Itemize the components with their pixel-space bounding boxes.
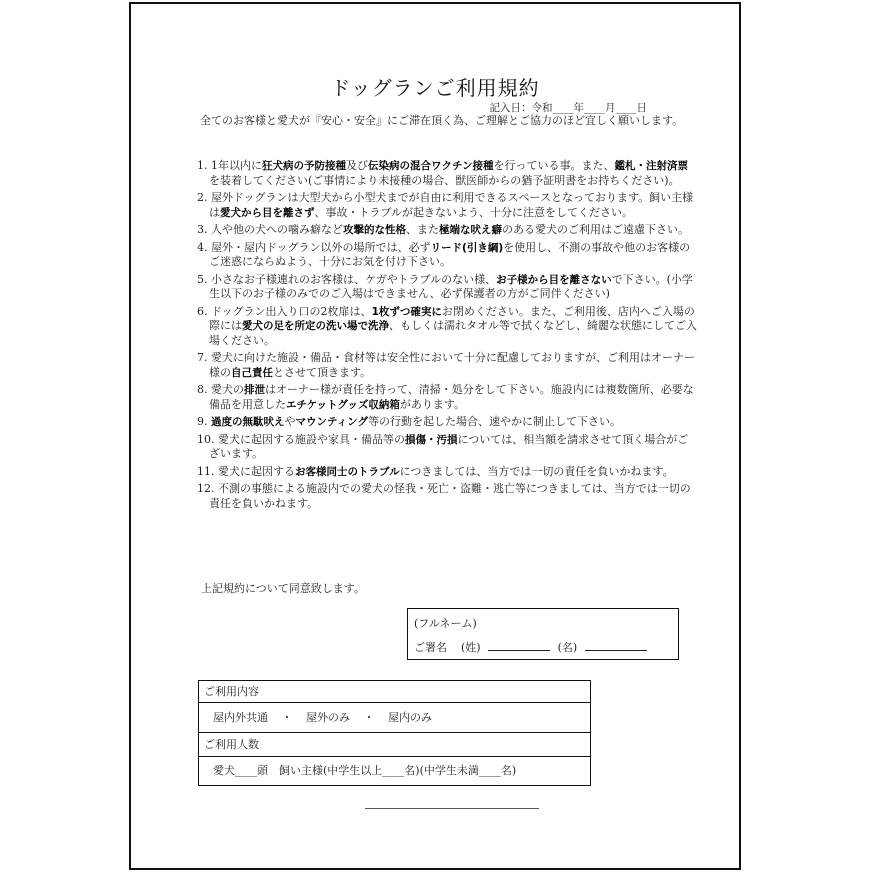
rule-text: 等の行動を起した場合、速やかに制止して下さい。 (367, 415, 621, 428)
rules-list (197, 159, 697, 514)
rule-item (197, 351, 697, 380)
rule-text: 4. 屋外・屋内ドッグラン以外の場所では、必ず (197, 240, 431, 254)
usage-content-header: ご利用内容 (199, 681, 590, 703)
rule-text: のある愛犬のご利用はご遠慮下さい。 (502, 223, 689, 236)
rule-text: 、また (406, 223, 439, 236)
sign-label: ご署名 (414, 641, 447, 654)
rule-text: 、事故・トラブルが起きないよう、十分に注意をしてください。 (314, 205, 634, 219)
usage-people-header: ご利用人数 (199, 733, 590, 757)
rule-emphasis: 過度の無駄吠え (211, 416, 285, 428)
rule-emphasis: 自己責任 (231, 366, 273, 379)
option-separator: ・ (281, 711, 293, 724)
rule-item (197, 273, 697, 302)
rule-text: 5. 小さなお子様連れのお客様は、ケガやトラブルのない様、 (197, 272, 497, 286)
rule-emphasis: 損傷・汚損 (405, 433, 458, 446)
rule-text: はオーナー様が責任を持って、清掃・処分をして下さい。施設内には複数箇所、必要な備品を用意した (209, 383, 694, 411)
rule-item (197, 415, 697, 430)
rule-emphasis: 鑑札・注射済票 (614, 160, 688, 172)
rule-item (197, 159, 697, 188)
rule-text: 10. 愛犬に起因する施設や家具・備品等の (197, 432, 405, 446)
rule-emphasis: 極端な吠え癖 (439, 224, 502, 236)
footer-rule (365, 808, 539, 809)
rule-emphasis: 1枚ずつ確実に (371, 305, 442, 318)
rule-text: 、もしくは濡れタオル等で拭くなどし、綺麗な状態にしてご入場ください。 (209, 319, 697, 347)
document-page (129, 2, 741, 870)
rule-emphasis: リード(引き綱) (430, 241, 504, 254)
rule-item (197, 241, 697, 270)
date-line: 記入日：令和____年____月____日 (489, 102, 647, 114)
agree-text: 上記規約について同意致します。 (201, 582, 365, 595)
rule-emphasis: マウンティング (295, 416, 368, 428)
fullname-label: (フルネーム) (414, 617, 477, 630)
rule-text: 12. 不測の事態による施設内での愛犬の怪我・死亡・盗難・逃亡等につきましては、当方では一切の責任を負いかねます。 (197, 482, 691, 510)
rule-text: 9. (197, 415, 211, 428)
rule-text: や (284, 415, 296, 428)
rule-emphasis: 狂犬病の予防接種 (262, 160, 346, 172)
rule-item (197, 223, 697, 238)
intro-text: 全てのお客様と愛犬が『安心・安全』にご滞在頂く為、ご理解とご協力のほど宜しく願いします。 (200, 114, 684, 127)
rule-text: につきましては、当方では一切の責任を負いかねます。 (399, 464, 674, 478)
document-title: ドッグランご利用規約 (330, 76, 540, 100)
rule-emphasis: 攻撃的な性格 (343, 224, 406, 236)
usage-people-line: 愛犬____頭 飼い主様(中学生以上____名)(中学生未満____名) (213, 764, 517, 777)
usage-table (198, 680, 591, 786)
signature-row (414, 639, 651, 655)
rule-emphasis: お子様から目を離さない (496, 273, 612, 286)
rule-text: 7. 愛犬に向けた施設・備品・食材等は安全性において十分に配慮しておりますが、ご利用はオーナー様の (197, 351, 695, 379)
mei-label: (名) (557, 641, 578, 654)
rule-text: とさせて頂きます。 (273, 365, 372, 379)
rule-text: 2. 屋外ドッグランは大型犬から小型犬までが自由に利用できるスペースとなっております。飼い主様は (197, 191, 694, 219)
rule-item (197, 482, 697, 511)
rule-text: については、相当額を請求させて頂く場合がございます。 (209, 432, 689, 460)
sei-blank[interactable] (488, 640, 550, 651)
option-separator: ・ (363, 711, 375, 724)
rule-text: があります。 (399, 397, 465, 411)
rule-item (197, 305, 697, 349)
usage-options-row (199, 703, 590, 733)
rule-text: 6. ドッグラン出入り口の2枚扉は、 (197, 304, 372, 318)
mei-blank[interactable] (585, 640, 647, 651)
rule-text: 8. 愛犬の (197, 383, 244, 396)
rule-text: 及び (346, 159, 368, 172)
rule-item (197, 191, 697, 220)
rule-emphasis: 愛犬の足を所定の洗い場で洗浄 (242, 320, 389, 332)
rule-text: を使用し、不測の事故や他のお客様のご迷惑にならぬよう、十分にお気を付け下さい。 (209, 240, 691, 268)
sei-label: (姓) (461, 641, 481, 654)
rule-item (197, 465, 697, 480)
rule-emphasis: 排泄 (244, 384, 265, 396)
option-indoor[interactable]: 屋内のみ (388, 711, 432, 724)
rule-text: 3. 人や他の犬への噛み癖など (197, 223, 343, 236)
rule-emphasis: 伝染病の混合ワクチン接種 (368, 160, 494, 172)
signature-box (407, 608, 679, 660)
rule-text: を行っている事。また、 (493, 159, 615, 172)
rule-item (197, 433, 697, 462)
option-outdoor[interactable]: 屋外のみ (306, 711, 350, 724)
rule-text: お閉めください。また、ご利用後、店内へご入場の際には (209, 304, 695, 332)
rule-emphasis: 愛犬から目を離さず (220, 206, 315, 219)
rule-text: を装着してください(ご事情により未接種の場合、獣医師からの猶予証明書をお持ちください)。 (209, 173, 680, 187)
rule-text: で下さい。(小学生以下のお子様のみでのご入場はできません、必ず保護者の方がご同伴ください) (209, 272, 693, 300)
option-both[interactable]: 屋内外共通 (213, 711, 268, 724)
rule-item (197, 383, 697, 412)
rule-emphasis: お客様同士のトラブル (295, 465, 400, 478)
rule-emphasis: エチケットグッズ収納箱 (286, 398, 400, 411)
rule-text: 11. 愛犬に起因する (197, 464, 295, 478)
rule-text: 1. 1年以内に (197, 159, 262, 172)
